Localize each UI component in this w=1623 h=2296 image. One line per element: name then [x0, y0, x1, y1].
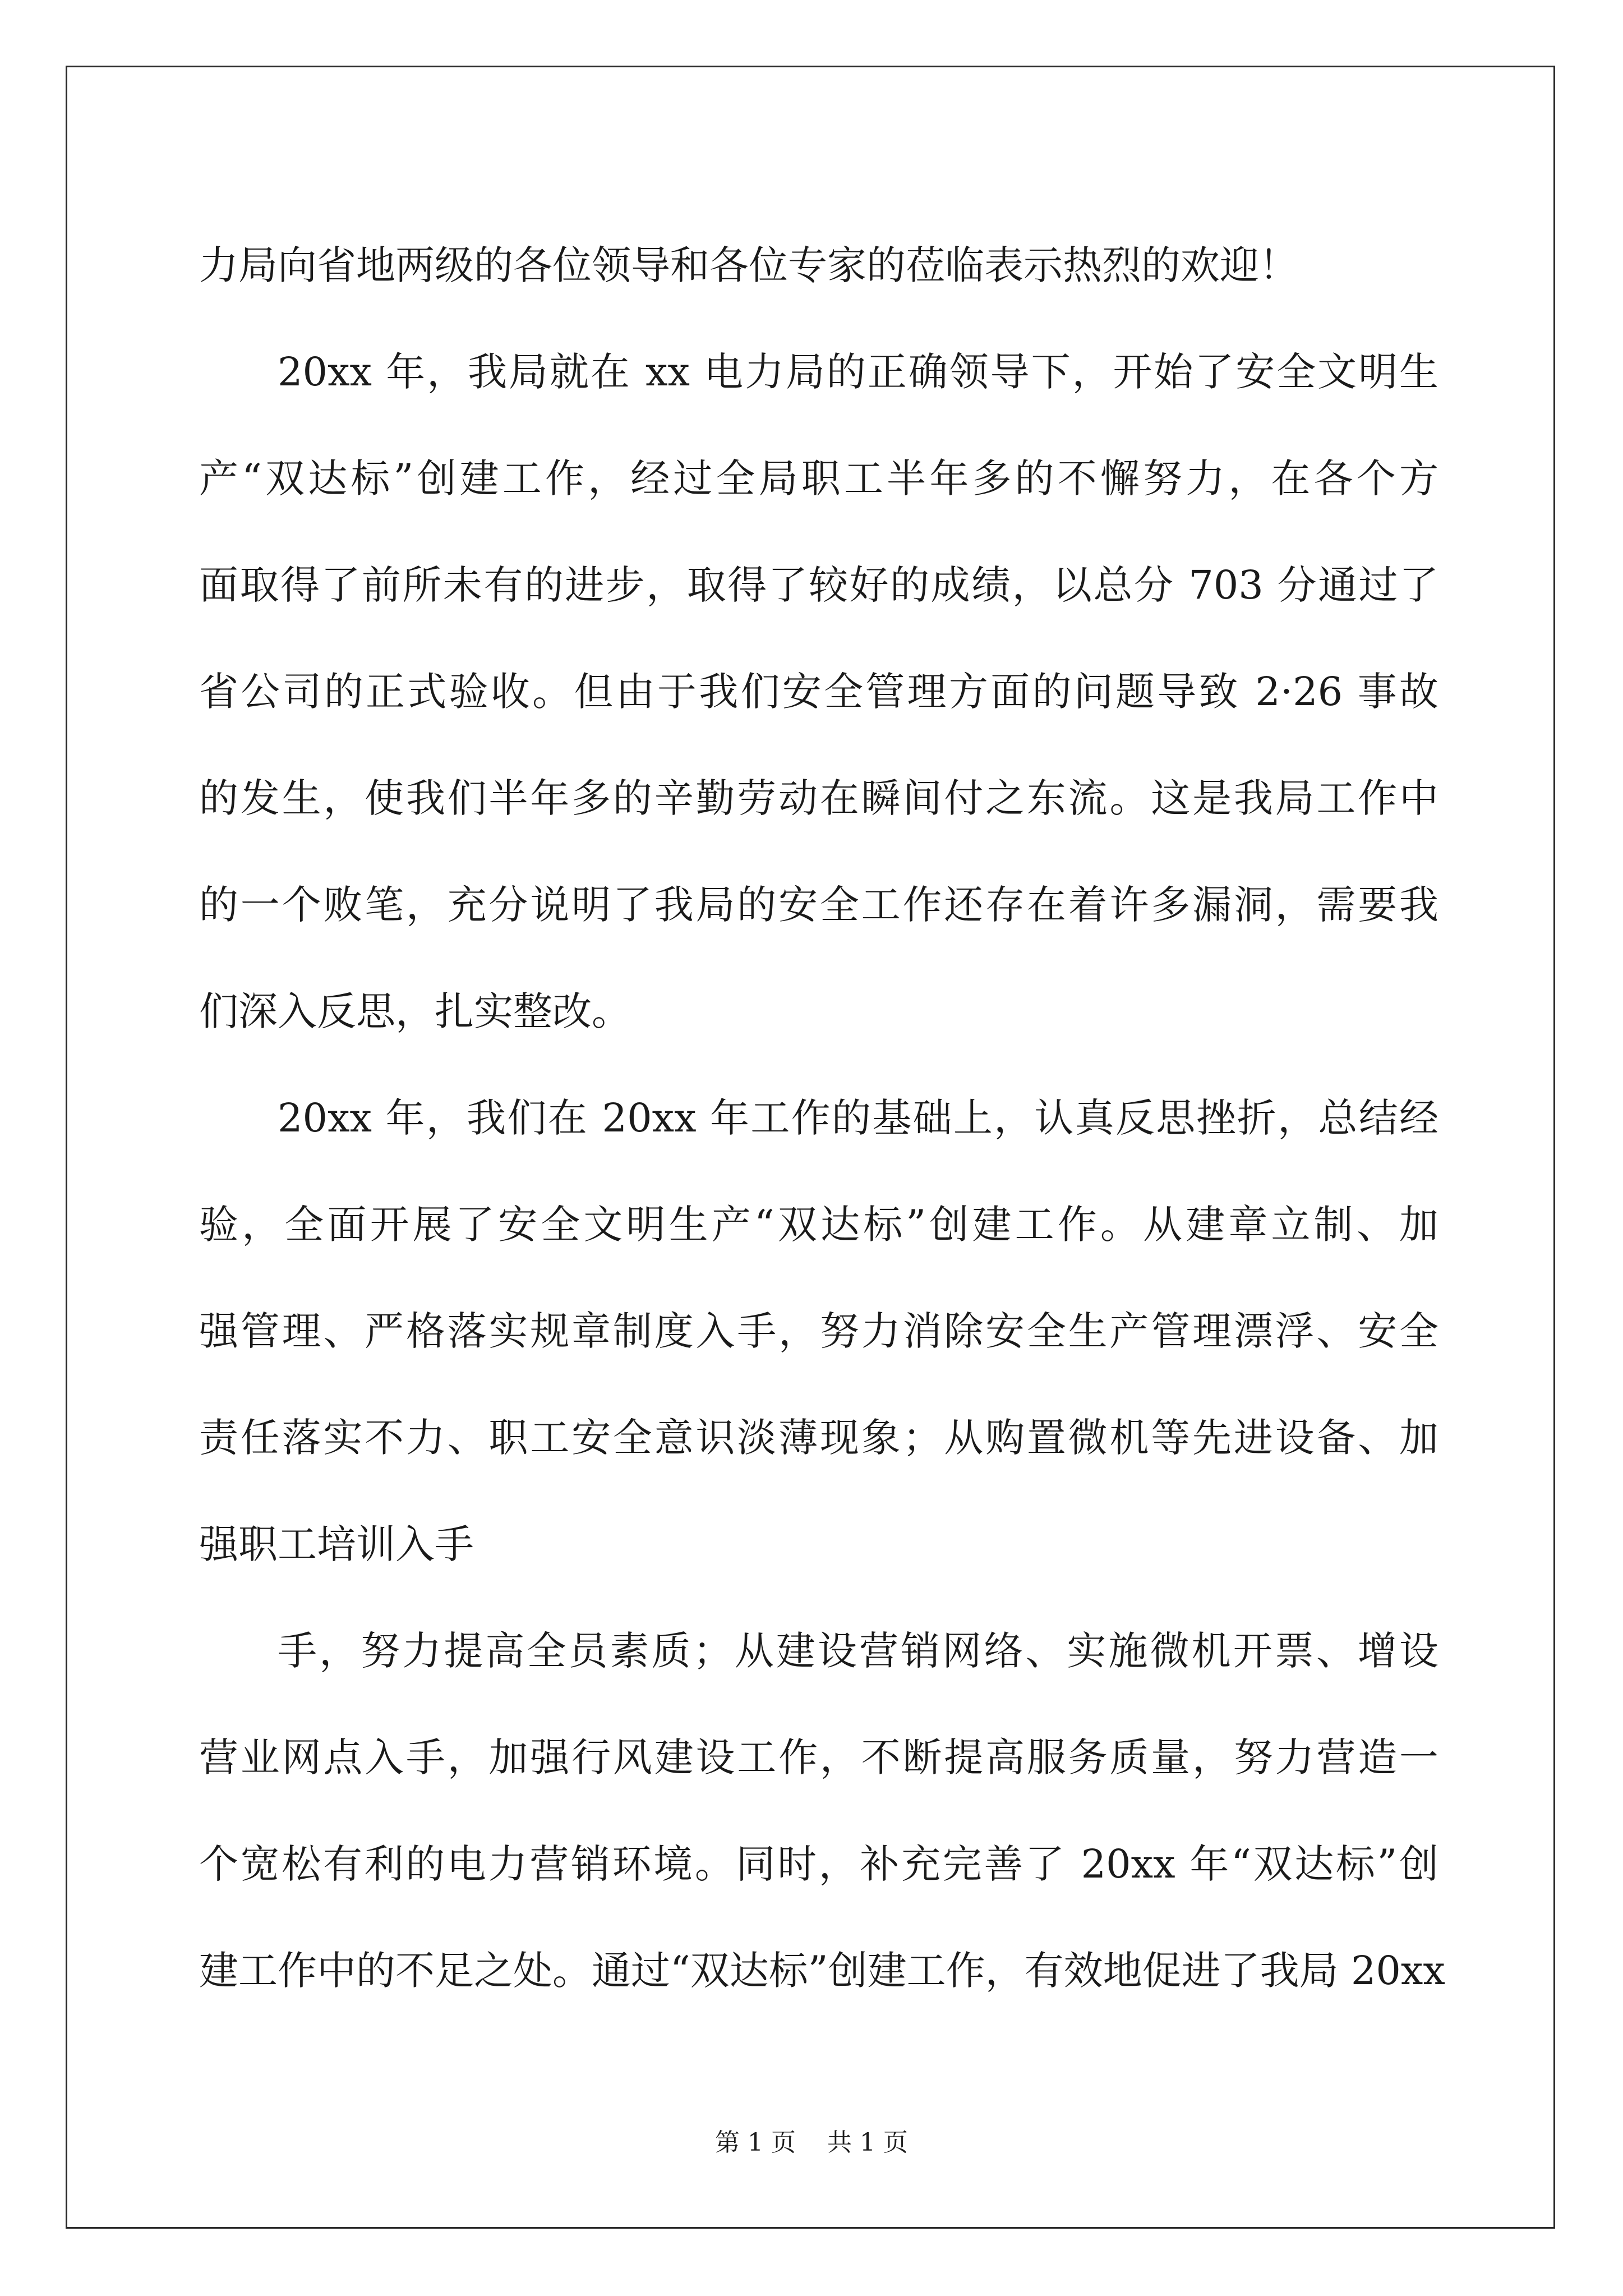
text-line: 的发生，使我们半年多的辛勤劳动在瞬间付之东流。这是我局工作中 [199, 775, 1438, 821]
text-line: 责任落实不力、职工安全意识淡薄现象；从购置微机等先进设备、加 [199, 1415, 1438, 1461]
text-line: 产“双达标”创建工作，经过全局职工半年多的不懈努力，在各个方 [199, 455, 1438, 501]
text-line: 20xx 年，我局就在 xx 电力局的正确领导下，开始了安全文明生 [278, 349, 1438, 395]
text-line: 个宽松有利的电力营销环境。同时，补充完善了 20xx 年“双达标”创 [199, 1841, 1438, 1887]
text-line: 强管理、严格落实规章制度入手，努力消除安全生产管理漂浮、安全 [199, 1308, 1438, 1354]
text-line: 20xx 年，我们在 20xx 年工作的基础上，认真反思挫折，总结经 [278, 1095, 1438, 1141]
text-line: 验，全面开展了安全文明生产“双达标”创建工作。从建章立制、加 [199, 1202, 1438, 1248]
text-line: 建工作中的不足之处。通过“双达标”创建工作，有效地促进了我局 20xx [199, 1948, 1445, 1994]
page-number-footer: 第 1 页 共 1 页 [715, 2128, 908, 2157]
text-line: 的一个败笔，充分说明了我局的安全工作还存在着许多漏洞，需要我 [199, 882, 1438, 928]
text-line: 强职工培训入手 [199, 1521, 474, 1567]
text-line: 省公司的正式验收。但由于我们安全管理方面的问题导致 2·26 事故 [199, 669, 1438, 715]
text-line: 手，努力提高全员素质；从建设营销网络、实施微机开票、增设 [278, 1628, 1438, 1674]
document-body [199, 212, 1445, 2024]
text-line: 面取得了前所未有的进步，取得了较好的成绩，以总分 703 分通过了 [199, 562, 1438, 608]
text-line: 们深入反思，扎实整改。 [199, 988, 631, 1034]
text-line: 营业网点入手，加强行风建设工作，不断提高服务质量，努力营造一 [199, 1734, 1438, 1780]
text-line: 力局向省地两级的各位领导和各位专家的莅临表示热烈的欢迎！ [199, 242, 1298, 288]
